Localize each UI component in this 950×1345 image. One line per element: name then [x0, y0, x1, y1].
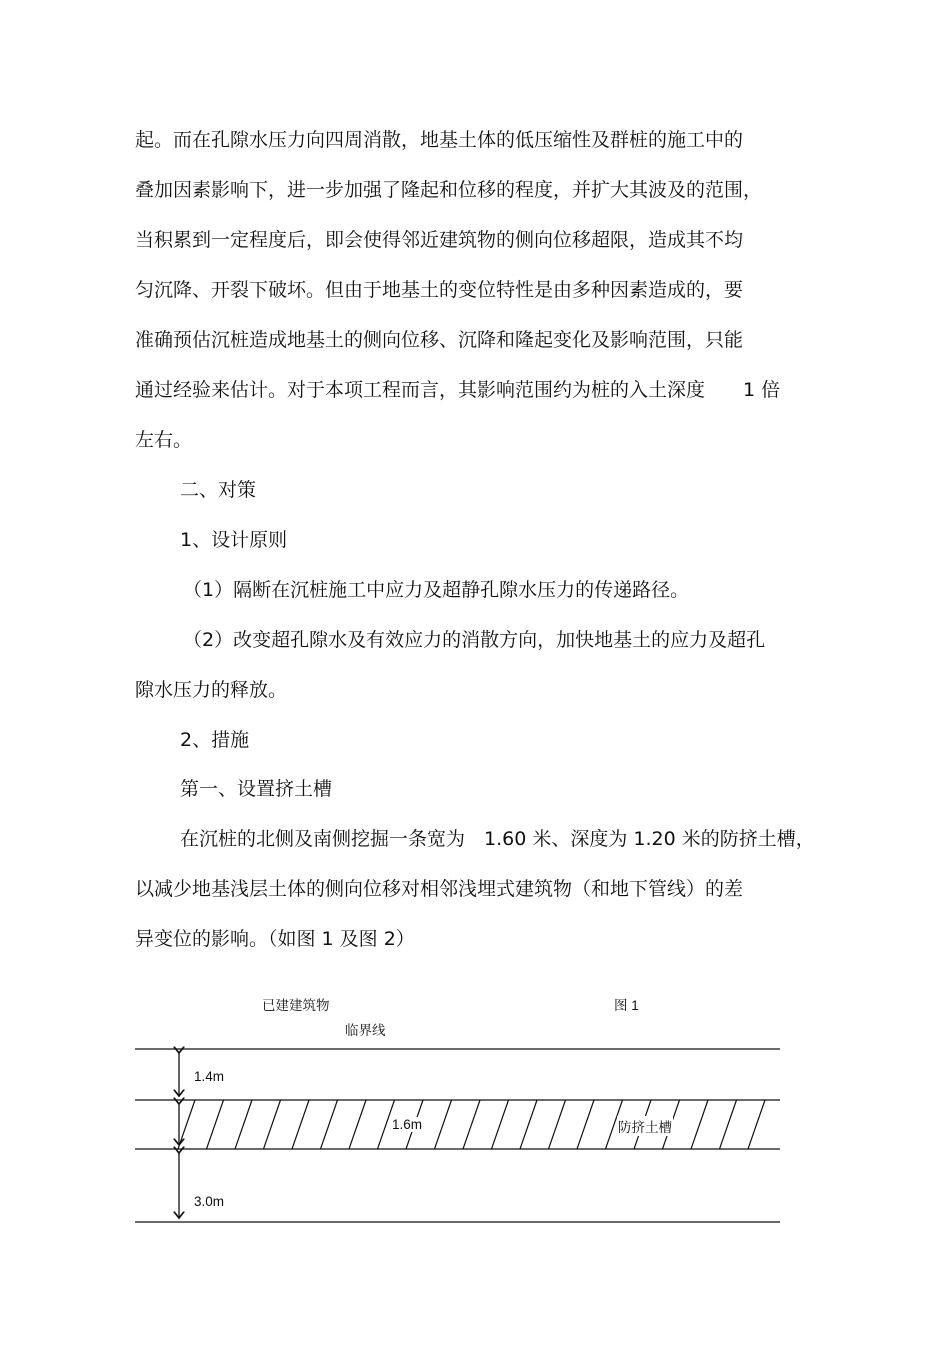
paragraph-line: 起。而在孔隙水压力向四周消散，地基土体的低压缩性及群桩的施工中的 — [135, 129, 744, 151]
principle-item: （2）改变超孔隙水及有效应力的消散方向，加快地基土的应力及超孔 — [183, 629, 766, 651]
measure-heading: 第一、设置挤土槽 — [180, 778, 333, 800]
trench-label: 防挤土槽 — [617, 1116, 673, 1136]
paragraph-line: 异变位的影响。（如图 1 及图 2） — [135, 928, 415, 950]
paragraph-line: 匀沉降、开裂下破坏。但由于地基土的变位特性是由多种因素造成的，要 — [135, 279, 744, 301]
hatch-line — [748, 1100, 765, 1149]
hatch-line — [691, 1100, 708, 1149]
hatch-line — [264, 1100, 281, 1149]
paragraph-line: 叠加因素影响下，进一步加强了隆起和位移的程度，并扩大其波及的范围， — [135, 179, 763, 201]
figure-caption: 图 1 — [614, 998, 639, 1013]
hatch-line — [207, 1100, 224, 1149]
hatch-line — [435, 1100, 452, 1149]
critical-line-label: 临界线 — [345, 1023, 386, 1038]
trench-hatch — [178, 1100, 765, 1149]
paragraph-line: 左右。 — [135, 429, 193, 451]
paragraph-line: 通过经验来估计。对于本项工程而言，其影响范围约为桩的入土深度 1 倍 — [135, 379, 781, 401]
building-label: 已建建筑物 — [262, 998, 330, 1013]
paragraph-line: 当积累到一定程度后，即会使得邻近建筑物的侧向位移超限，造成其不均 — [135, 229, 744, 251]
hatch-line — [235, 1100, 252, 1149]
paragraph-line: 在沉桩的北侧及南侧挖掘一条宽为 1.60 米、深度为 1.20 米的防挤土槽， — [180, 828, 815, 850]
dimension-bottom-label: 3.0m — [194, 1194, 225, 1209]
hatch-line — [492, 1100, 509, 1149]
trench-width-label: 1.6m — [392, 1117, 423, 1132]
hatch-line — [463, 1100, 480, 1149]
paragraph-line: 以减少地基浅层土体的侧向位移对相邻浅埋式建筑物（和地下管线）的差 — [135, 878, 744, 900]
hatch-line — [549, 1100, 566, 1149]
subsection-heading: 2、措施 — [180, 729, 250, 751]
paragraph-line: 准确预估沉桩造成地基土的侧向位移、沉降和隆起变化及影响范围，只能 — [135, 329, 744, 351]
hatch-line — [720, 1100, 737, 1149]
paragraph-line: 隙水压力的释放。 — [135, 679, 288, 701]
section-heading: 二、对策 — [180, 479, 257, 501]
hatch-line — [178, 1100, 195, 1149]
hatch-line — [577, 1100, 594, 1149]
hatch-line — [292, 1100, 309, 1149]
hatch-line — [321, 1100, 338, 1149]
hatch-line — [349, 1100, 366, 1149]
principle-item: （1）隔断在沉桩施工中应力及超静孔隙水压力的传递路径。 — [183, 579, 690, 601]
subsection-heading: 1、设计原则 — [180, 529, 288, 551]
hatch-line — [520, 1100, 537, 1149]
dimension-top-label: 1.4m — [194, 1069, 225, 1084]
